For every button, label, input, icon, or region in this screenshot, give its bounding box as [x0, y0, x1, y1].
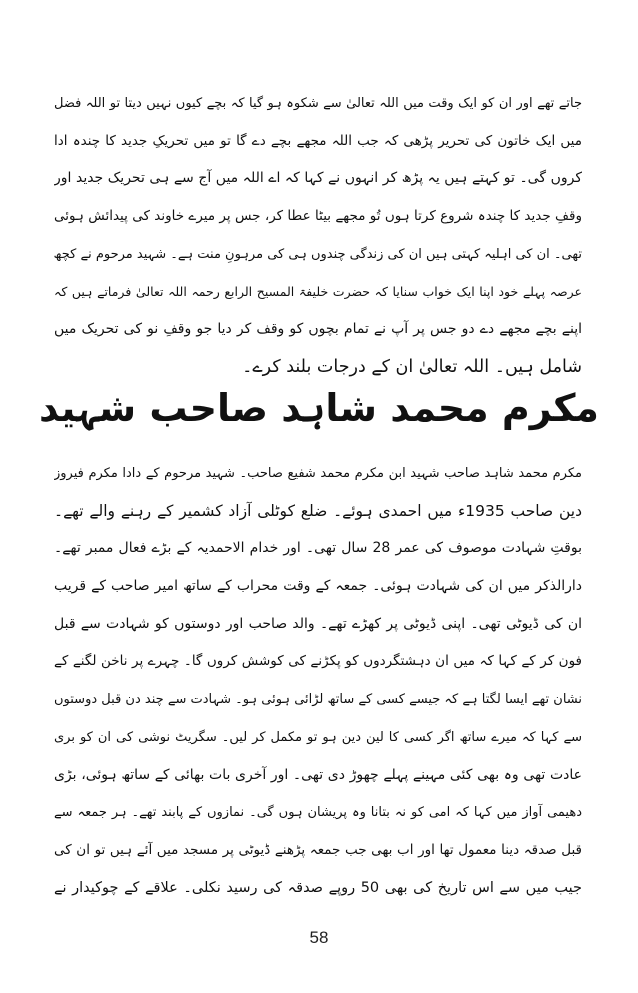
text-line: عرصہ پہلے خود اپنا ایک خواب سنایا کہ حضرت خلیفۃ المسیح الرابع رحمہ اللہ تعالیٰ فرماتے ہیں کہ — [54, 284, 582, 300]
section-heading: مکرم محمد شاہد صاحب شہید — [39, 386, 599, 430]
text-line: کروں گی۔ تو کہتے ہیں یہ پڑھ کر انہوں نے کہا کہ اے اللہ میں آج سے ہی تحریک جدید اور — [54, 170, 582, 187]
text-line: قبل صدقہ دینا معمول تھا اور اب بھی جب جمعہ پڑھنے ڈیوٹی پر مسجد میں آئے ہیں تو ان کی — [54, 841, 582, 858]
text-line: فون کر کے کہا کہ میں ان دہشتگردوں کو پکڑنے کی کوشش کروں گا۔ چہرے پر ناخن لگنے کے — [54, 653, 582, 670]
text-line: اپنے بچے مجھے دے دو جس پر آپ نے تمام بچوں کو وقف کر دیا جو وقفِ نو کی تحریک میں — [54, 321, 582, 338]
text-line: مکرم محمد شاہد صاحب شہید ابن مکرم محمد شفیع صاحب۔ شہید مرحوم کے دادا مکرم فیروز — [54, 466, 582, 481]
text-line: جاتے تھے اور ان کو ایک وقت میں اللہ تعالیٰ سے شکوہ ہو گیا کہ بچے کیوں نہیں دیتا تو اللہ فضل — [54, 96, 582, 111]
paragraph-martyr-biography — [54, 455, 582, 907]
text-line: تھی۔ ان کی اہلیہ کہتی ہیں ان کی زندگی چندوں ہی کی مرہونِ منت ہے۔ شہید مرحوم نے کچھ — [54, 246, 582, 262]
text-line: وقفِ جدید کا چندہ شروع کرتا ہوں تُو مجھے بیٹا عطا کر، جس پر میرے خاوند کی پیدائش ہوئی — [54, 208, 582, 225]
text-line: دین صاحب 1935ء میں احمدی ہوئے۔ ضلع کوٹلی آزاد کشمیر کے رہنے والے تھے۔ — [54, 501, 582, 520]
page-number: 58 — [309, 928, 329, 947]
text-line: عادت تھی وہ بھی کئی مہینے پہلے چھوڑ دی تھی۔ اور آخری بات بھائی کے ساتھ ہوئی، بڑی — [54, 766, 582, 783]
text-line: بوقتِ شہادت موصوف کی عمر 28 سال تھی۔ اور خدام الاحمدیہ کے بڑے فعال ممبر تھے۔ — [54, 540, 582, 557]
text-line: میں ایک خاتون کی تحریر پڑھی کہ جب اللہ مجھے بچے دے گا تو میں تحریکِ جدید کا چندہ ادا — [54, 132, 582, 149]
text-line: دھیمی آواز میں کہا کہ امی کو نہ بتانا وہ پریشان ہوں گی۔ نمازوں کے پابند تھے۔ ہر جمعہ سے — [54, 805, 582, 821]
text-line: شامل ہیں۔ اللہ تعالیٰ ان کے درجات بلند کرے۔ — [242, 356, 582, 377]
text-line: جیب میں سے اس تاریخ کی بھی 50 روپے صدقہ کی رسید نکلی۔ علاقے کے چوکیدار نے — [54, 879, 582, 896]
text-line: سے کہا کہ میرے ساتھ اگر کسی کا لین دین ہو تو مکمل کر لیں۔ سگریٹ نوشی کی ان کو بری — [54, 729, 582, 745]
paragraph-continued — [54, 85, 582, 387]
text-line: نشان تھے ایسا لگتا ہے کہ جیسے کسی کے ساتھ لڑائی ہوئی ہو۔ شہادت سے چند دن قبل دوستوں — [54, 692, 582, 708]
text-line: ان کی ڈیوٹی تھی۔ اپنی ڈیوٹی پر کھڑے تھے۔ والد صاحب اور دوستوں کو شہادت سے قبل — [54, 615, 582, 632]
text-line: دارالذکر میں ان کی شہادت ہوئی۔ جمعہ کے وقت محراب کے ساتھ امیر صاحب کے قریب — [54, 578, 582, 595]
